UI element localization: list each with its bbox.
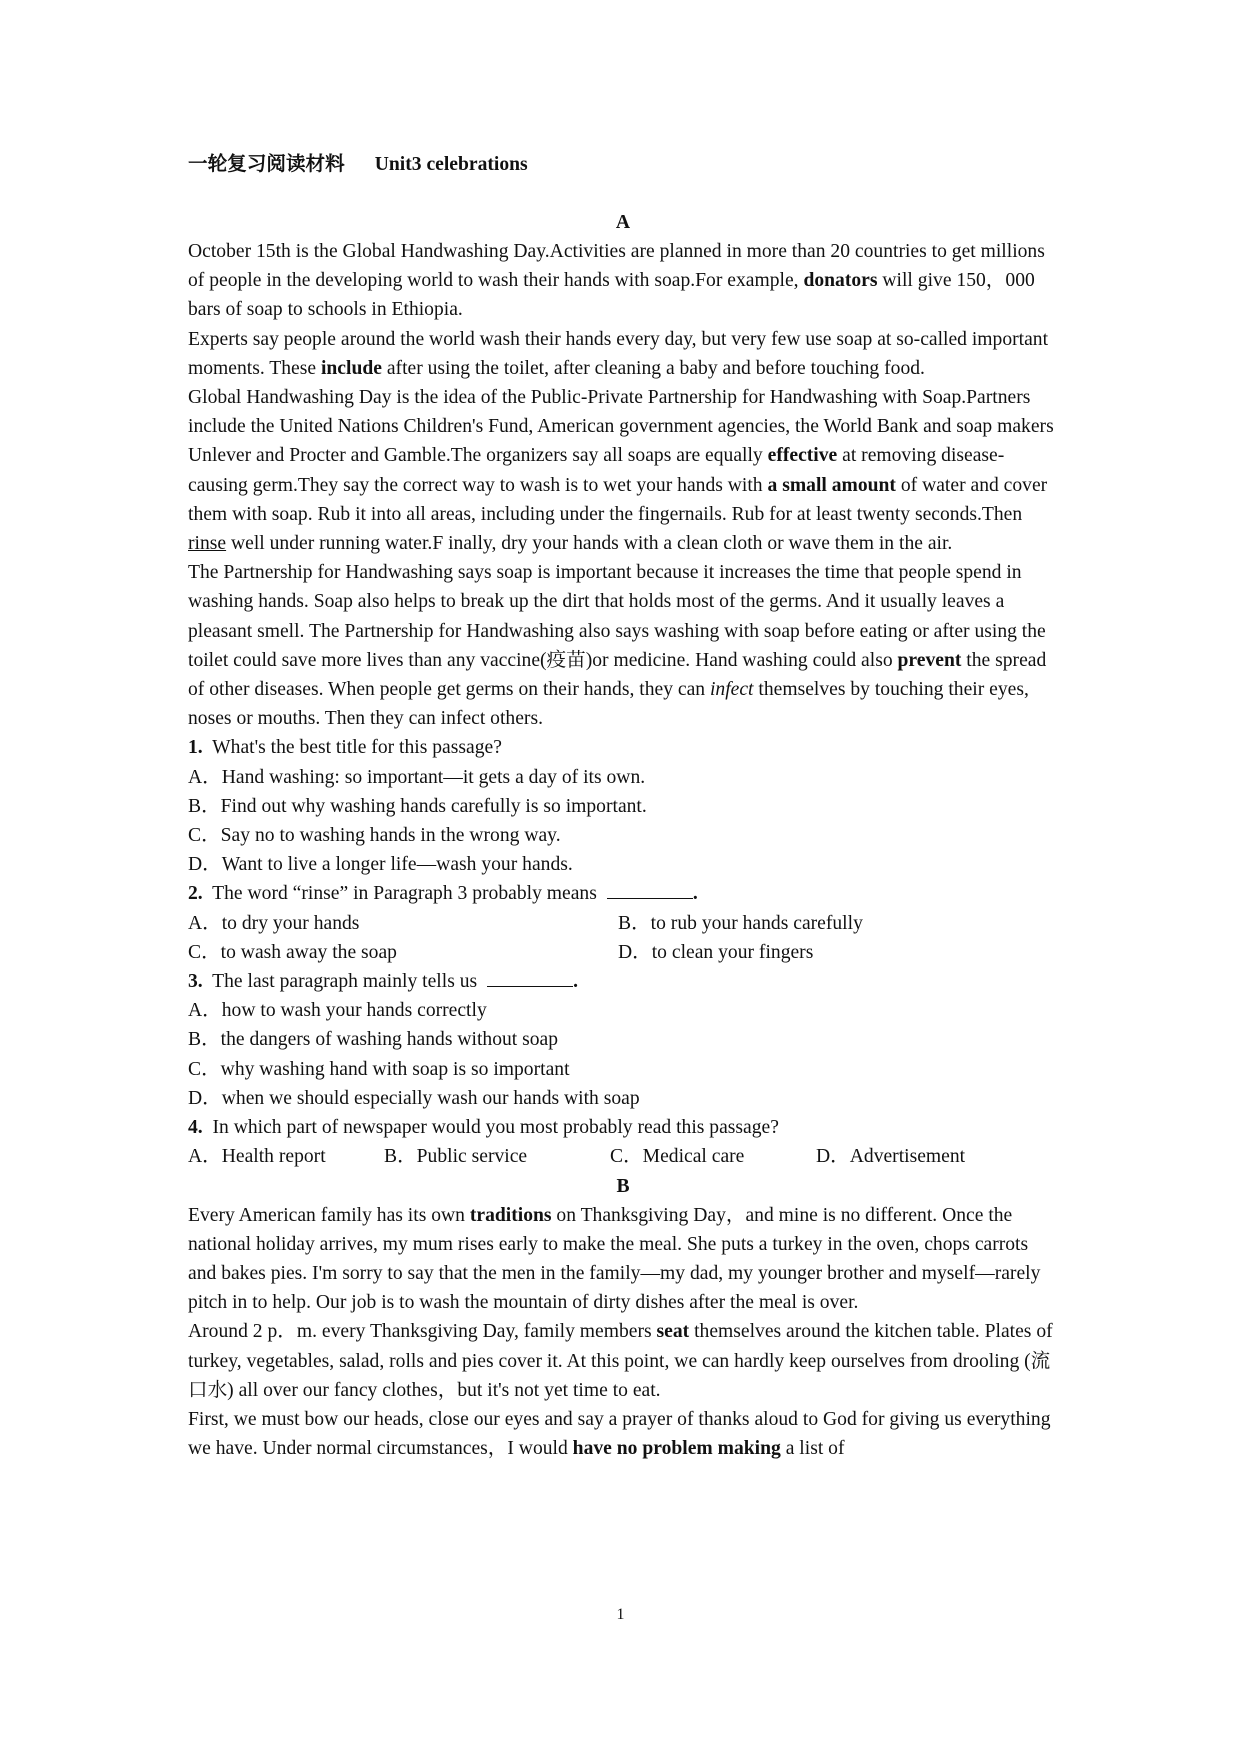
passage-a-paragraph-4: The Partnership for Handwashing says soap is important because it increases the time that people spend in washing hands. Soap also helps to break up the dirt that holds most of the germs. And it usually leaves a pleasant smell. The Partnership for Handwashing also says washing with soap before eating or after using the toilet could save more lives than any vaccine(疫苗)or medicine. Hand washing could also prevent the spread of other diseases. When people get germs on their hands, they can infect themselves by touching their eyes, noses or mouths. Then they can infect others.: [188, 562, 1047, 730]
document-title: [188, 150, 1058, 179]
title-unit: Unit3 celebrations: [374, 154, 528, 175]
section-a-label: A: [615, 212, 631, 233]
section-b-label: B: [616, 1175, 630, 1197]
question-3-option-a: A．how to wash your hands correctly: [188, 1000, 487, 1022]
passage-a-paragraph-3: Global Handwashing Day is the idea of the Public-Private Partnership for Handwashing with Soap.Partners include the United Nations Children's Fund, American government agencies, the World Bank and soap makers Unlever and Procter and Gamble.The organizers say all soaps are equally effective at removing disease-causing germ.They say the correct way to wash is to wet your hands with a small amount of water and cover them with soap. Rub it into all areas, including under the fingernails. Rub for at least twenty seconds.Then rinse well under running water.F inally, dry your hands with a clean cloth or wave them in the air.: [188, 387, 1054, 555]
passage-a-paragraph-1: October 15th is the Global Handwashing Day.Activities are planned in more than 20 countries to get millions of people in the developing world to wash their hands with soap.For example, donators will give 150，000 bars of soap to schools in Ethiopia.: [188, 241, 1045, 321]
question-1-option-b: B．Find out why washing hands carefully is so important.: [188, 795, 647, 817]
title-chinese: 一轮复习阅读材料: [188, 154, 345, 175]
question-4-option-b: B．Public service: [384, 1146, 528, 1168]
question-2-option-c: C．to wash away the soap: [188, 941, 397, 963]
question-1-option-c: C．Say no to washing hands in the wrong way.: [188, 825, 561, 847]
question-3-option-c: C．why washing hand with soap is so important: [188, 1058, 570, 1080]
question-3-stem: 3. The last paragraph mainly tells us .: [188, 967, 1058, 996]
question-2-stem: 2. The word “rinse” in Paragraph 3 probably means .: [188, 879, 1058, 908]
passage-b-paragraph-3: First, we must bow our heads, close our eyes and say a prayer of thanks aloud to God for giving us everything we have. Under normal circumstances，I would have no problem making a list of: [188, 1408, 1051, 1460]
question-2-options-row-1: [188, 909, 1058, 938]
passage-b-paragraph-1: Every American family has its own traditions on Thanksgiving Day，and mine is no different. Once the national holiday arrives, my mum rises early to make the meal. She puts a turkey in the oven, chops carrots and bakes pies. I'm sorry to say that the men in the family—my dad, my younger brother and myself—rarely pitch in to help. Our job is to wash the mountain of dirty dishes after the meal is over.: [188, 1204, 1041, 1314]
question-4-stem: 4. In which part of newspaper would you most probably read this passage?: [188, 1117, 779, 1139]
question-1-stem: 1. What's the best title for this passage?: [188, 737, 502, 759]
question-2-option-a: A．to dry your hands: [188, 912, 360, 934]
question-3-option-b: B．the dangers of washing hands without soap: [188, 1029, 559, 1051]
question-2-options-row-2: [188, 938, 1058, 967]
question-4-option-a: A．Health report: [188, 1146, 326, 1168]
question-1-option-a: A．Hand washing: so important—it gets a day of its own.: [188, 766, 646, 788]
question-4-option-d: D．Advertisement: [816, 1146, 966, 1168]
question-3-option-d: D．when we should especially wash our hands with soap: [188, 1087, 640, 1109]
question-1-option-d: D．Want to live a longer life—wash your hands.: [188, 854, 573, 876]
page-number: 1: [616, 1606, 625, 1623]
question-2-option-b: B．to rub your hands carefully: [618, 912, 863, 934]
question-4-options-row: [188, 1142, 1058, 1171]
document-page: [188, 150, 1058, 1463]
answer-blank: [607, 879, 693, 899]
answer-blank: [487, 967, 573, 987]
passage-a-paragraph-2: Experts say people around the world wash their hands every day, but very few use soap at so-called important moments. These include after using the toilet, after cleaning a baby and before touching food.: [188, 328, 1049, 379]
question-2-option-d: D．to clean your fingers: [618, 941, 814, 963]
passage-b-paragraph-2: Around 2 p．m. every Thanksgiving Day, family members seat themselves around the kitchen table. Plates of turkey, vegetables, salad, rolls and pies cover it. At this point, we can hardly keep ourselves from drooling (流口水) all over our fancy clothes，but it's not yet time to eat.: [188, 1321, 1053, 1401]
question-4-option-c: C．Medical care: [610, 1146, 745, 1168]
